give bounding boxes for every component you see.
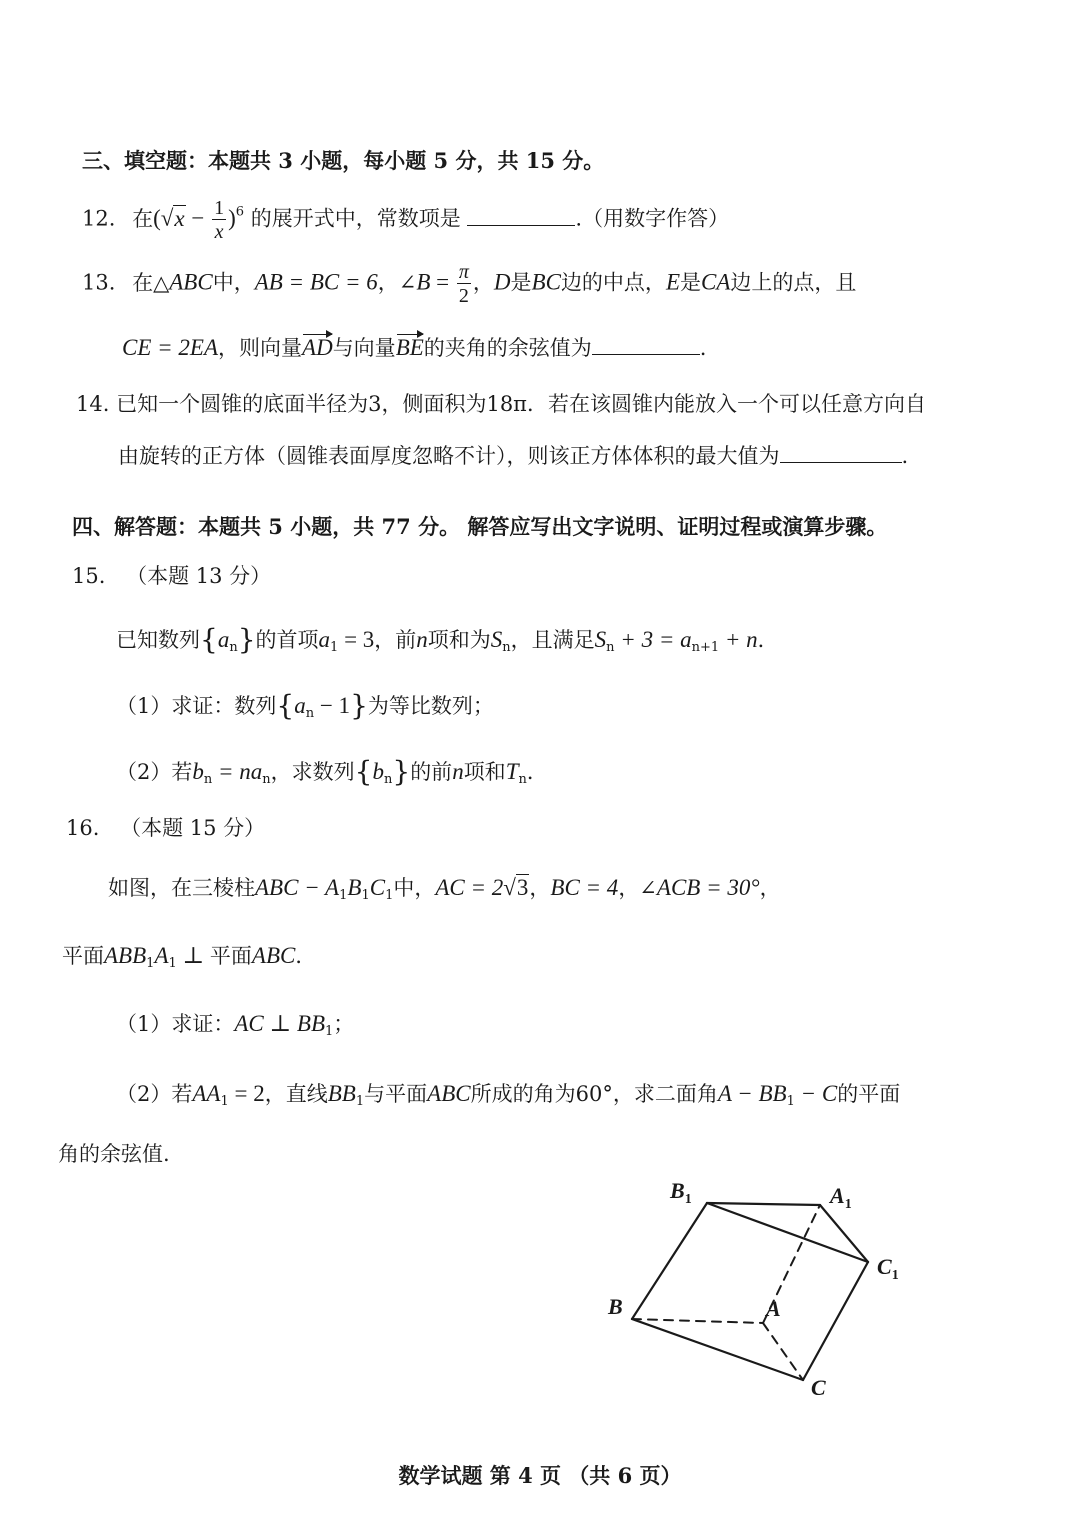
q16-bc: BC = 4 [550,875,619,900]
q16-text: （1）求证： [116,1012,235,1036]
q12-minus: − [185,205,211,231]
edge-b-a-dashed [632,1319,763,1323]
q16-text: ， [529,876,551,900]
q15-t: T [505,759,519,784]
sub: n+1 [691,640,720,655]
q12-pre: 在 [132,206,154,231]
q12-sqrt-x: x [174,205,185,231]
sub: n [262,772,271,787]
q13-angle-b: B [416,269,431,295]
sub: n [518,772,527,787]
label-c1: $C_1$ [877,1254,899,1283]
q16-text: ， [759,876,781,900]
q16-text: ，∠ [618,876,657,900]
q13-text: ，则向量 [218,336,303,360]
q15-b: b [192,759,204,784]
sqrt-sign: √ [160,205,174,231]
q15-text: ，且满足 [510,628,595,652]
q13-text: 中， [212,270,255,295]
question-points: （本题 15 分） [120,816,266,840]
label-b: B [608,1294,623,1319]
frac-den: x [214,221,224,243]
q15-text: ，前 [374,628,417,652]
q12-text: 的展开式中，常数项是 [250,206,461,231]
q16-dihedral: A − BB [717,1081,787,1106]
q12-open: ( [153,205,161,231]
q16-text: 角的余弦值. [58,1142,170,1166]
sub: 1 [146,956,155,971]
page-footer: 数学试题 第 4 页 （共 6 页） [398,1463,682,1488]
q15-rel: + 3 = a [614,627,692,652]
sub: n [229,640,238,655]
q15-text: 项和 [463,760,506,784]
question-13-line2 [122,336,706,359]
sub: 1 [339,888,348,903]
brace: } [350,689,368,722]
q13-text: . [699,336,707,360]
label-c: C [811,1375,826,1400]
brace: { [200,623,218,656]
q13-d: D [493,269,511,295]
q13-text: 是 [680,270,701,295]
sub: 1 [220,1094,229,1109]
sub: n [203,772,213,787]
answer-blank[interactable] [467,207,575,226]
q13-text: 边的中点， [560,270,666,295]
question-16-part2 [116,1082,900,1108]
sub: n [606,640,615,655]
q13-text: ， [472,270,494,295]
sqrt-sign: √ [503,875,516,900]
question-15-part1 [116,689,494,722]
q13-text: 与向量 [332,336,396,360]
question-16-part2-line2 [58,1144,170,1165]
q16-dihedral: − C [794,1081,838,1106]
q13-abc: ABC [169,269,213,295]
q13-text: 边上的点，且 [730,270,857,295]
q16-sqrt3: 3 [516,875,529,900]
vector-ad: AD [302,335,333,360]
question-15-stem [116,623,779,656]
q16-text: ，直线 [264,1082,328,1106]
q13-text: 的夹角的余弦值为 [423,336,592,360]
q15-rel: + n [719,627,758,652]
label-a: A [766,1296,781,1321]
q16-expr: AC ⊥ BB [234,1011,325,1036]
q13-ce-eq: CE = 2EA [122,335,219,360]
sub: n [305,706,315,721]
label-a1: $A_1$ [830,1183,852,1212]
question-16-stem: 如图，在三棱柱ABC − $A_1B_1C_1$中，AC = 2√3，BC = 4，∠ACB = 30°， [108,875,781,903]
brace: } [392,755,411,788]
q16-prism: ABC − A [255,875,340,900]
sub: n [383,772,393,787]
q16-ac: AC = 2 [435,875,504,900]
q16-text: （2）若 [116,1082,193,1106]
q13-bc: BC [531,269,561,295]
q15-seq: b [372,759,384,784]
question-14-line1 [76,394,926,415]
q16-angle: ACB = 30° [656,875,760,900]
q13-eq: AB = BC = 6 [254,269,378,295]
q15-text: ，求数列 [270,760,355,784]
q15-eq: = na [212,759,263,784]
q16-text: 的平面 [837,1082,901,1106]
sub: 1 [330,640,339,655]
frac-den: 2 [458,285,469,307]
question-points: （本题 13 分） [126,564,272,588]
q15-text: ． [526,760,548,784]
q16-text: 如图，在三棱柱 [108,876,255,900]
q15-rel: S [594,627,607,652]
question-number: 12. [82,206,116,231]
q16-text: 平面 [209,944,252,968]
edge-a-c-dashed [763,1323,803,1380]
q13-eq2: = [430,269,455,295]
q15-text: 的首项 [255,628,319,652]
section-3-title: 三、填空题：本题共 3 小题，每小题 5 分，共 15 分。 [82,148,605,173]
q15-seq: a [294,693,306,718]
question-number: 15. [72,564,106,588]
q16-bb: BB [327,1081,356,1106]
q16-text: ． [295,944,317,968]
q15-text: ． [757,628,779,652]
q16-text: 中， [393,876,436,900]
q13-text: 是 [510,270,532,295]
answer-blank[interactable] [592,336,700,355]
q16-text: 平面 [62,944,104,968]
q16-text: 与平面 [364,1082,428,1106]
question-number: 14. [76,392,110,416]
q16-text: ； [333,1012,355,1036]
q13-text: 在△ [132,270,170,295]
q14-text: 已知一个圆锥的底面半径为3，侧面积为18π．若在该圆锥内能放入一个可以任意方向自 [116,392,926,416]
q16-plane: ABB [104,943,147,968]
prism-figure [590,1170,920,1410]
frac-num: π [458,261,469,283]
q13-text: ，∠ [377,270,417,295]
sub: 1 [385,888,394,903]
question-15-header [72,566,271,587]
question-number: 13. [82,270,116,295]
edge-b-b1 [632,1203,707,1319]
q15-s: S [490,627,503,652]
sub: 1 [355,1094,365,1109]
q15-a1: a [318,627,331,652]
q15-text: 项和为 [427,628,491,652]
question-16-header [66,818,265,839]
edge-b1-a1 [707,1203,820,1205]
q12-close: ) [228,205,236,231]
edge-b-c [632,1319,803,1380]
question-number: 16. [66,816,100,840]
q15-text: 已知数列 [116,628,200,652]
brace: } [237,623,256,656]
q15-text: 为等比数列； [367,694,494,718]
q15-eq: = 3 [338,627,375,652]
q16-plane: ABC [251,943,296,968]
label-b1: $B_1$ [670,1178,692,1207]
q14-text: 由旋转的正方体（圆锥表面厚度忽略不计），则该正方体体积的最大值为 [118,444,780,468]
q16-perp: ⊥ [176,943,210,968]
sub: 1 [325,1024,334,1039]
question-16-stem-line2: 平面$ABB_1A_1$ ⊥ 平面ABC． [62,943,317,971]
question-12 [82,198,729,242]
q15-n: n [452,759,464,784]
q13-e: E [665,269,680,295]
q15-text: （2）若 [116,760,193,784]
answer-blank[interactable] [780,444,902,463]
q14-text: . [901,444,909,468]
sub: 1 [786,1094,795,1109]
question-16-part1 [116,1012,354,1038]
q16-aa: AA [192,1081,221,1106]
frac-num: 1 [214,197,225,219]
q16-abc: ABC [427,1081,471,1106]
q13-fraction [457,262,471,306]
q12-power: 6 [235,204,245,220]
question-13-line1 [82,262,856,306]
q15-text: 的前 [410,760,453,784]
brace: { [354,755,373,788]
section-4-title: 四、解答题：本题共 5 小题，共 77 分。 解答应写出文字说明、证明过程或演算步骤。 [72,514,888,539]
q16-eq: = 2 [228,1081,265,1106]
q12-fraction [212,198,226,242]
q15-an: a [217,627,230,652]
sub: 1 [168,956,177,971]
sub: n [502,640,511,655]
question-14-line2 [118,444,908,467]
q13-ca: CA [701,269,731,295]
q15-minus: − 1 [314,693,351,718]
vector-be: BE [395,335,424,360]
question-15-part2 [116,755,548,788]
sub: 1 [361,888,370,903]
brace: { [276,689,295,722]
q15-text: （1）求证：数列 [116,694,277,718]
q12-after: .（用数字作答） [575,206,730,231]
edge-c-c1 [803,1262,868,1380]
q15-n: n [416,627,428,652]
q16-text: 所成的角为60°，求二面角 [470,1082,718,1106]
